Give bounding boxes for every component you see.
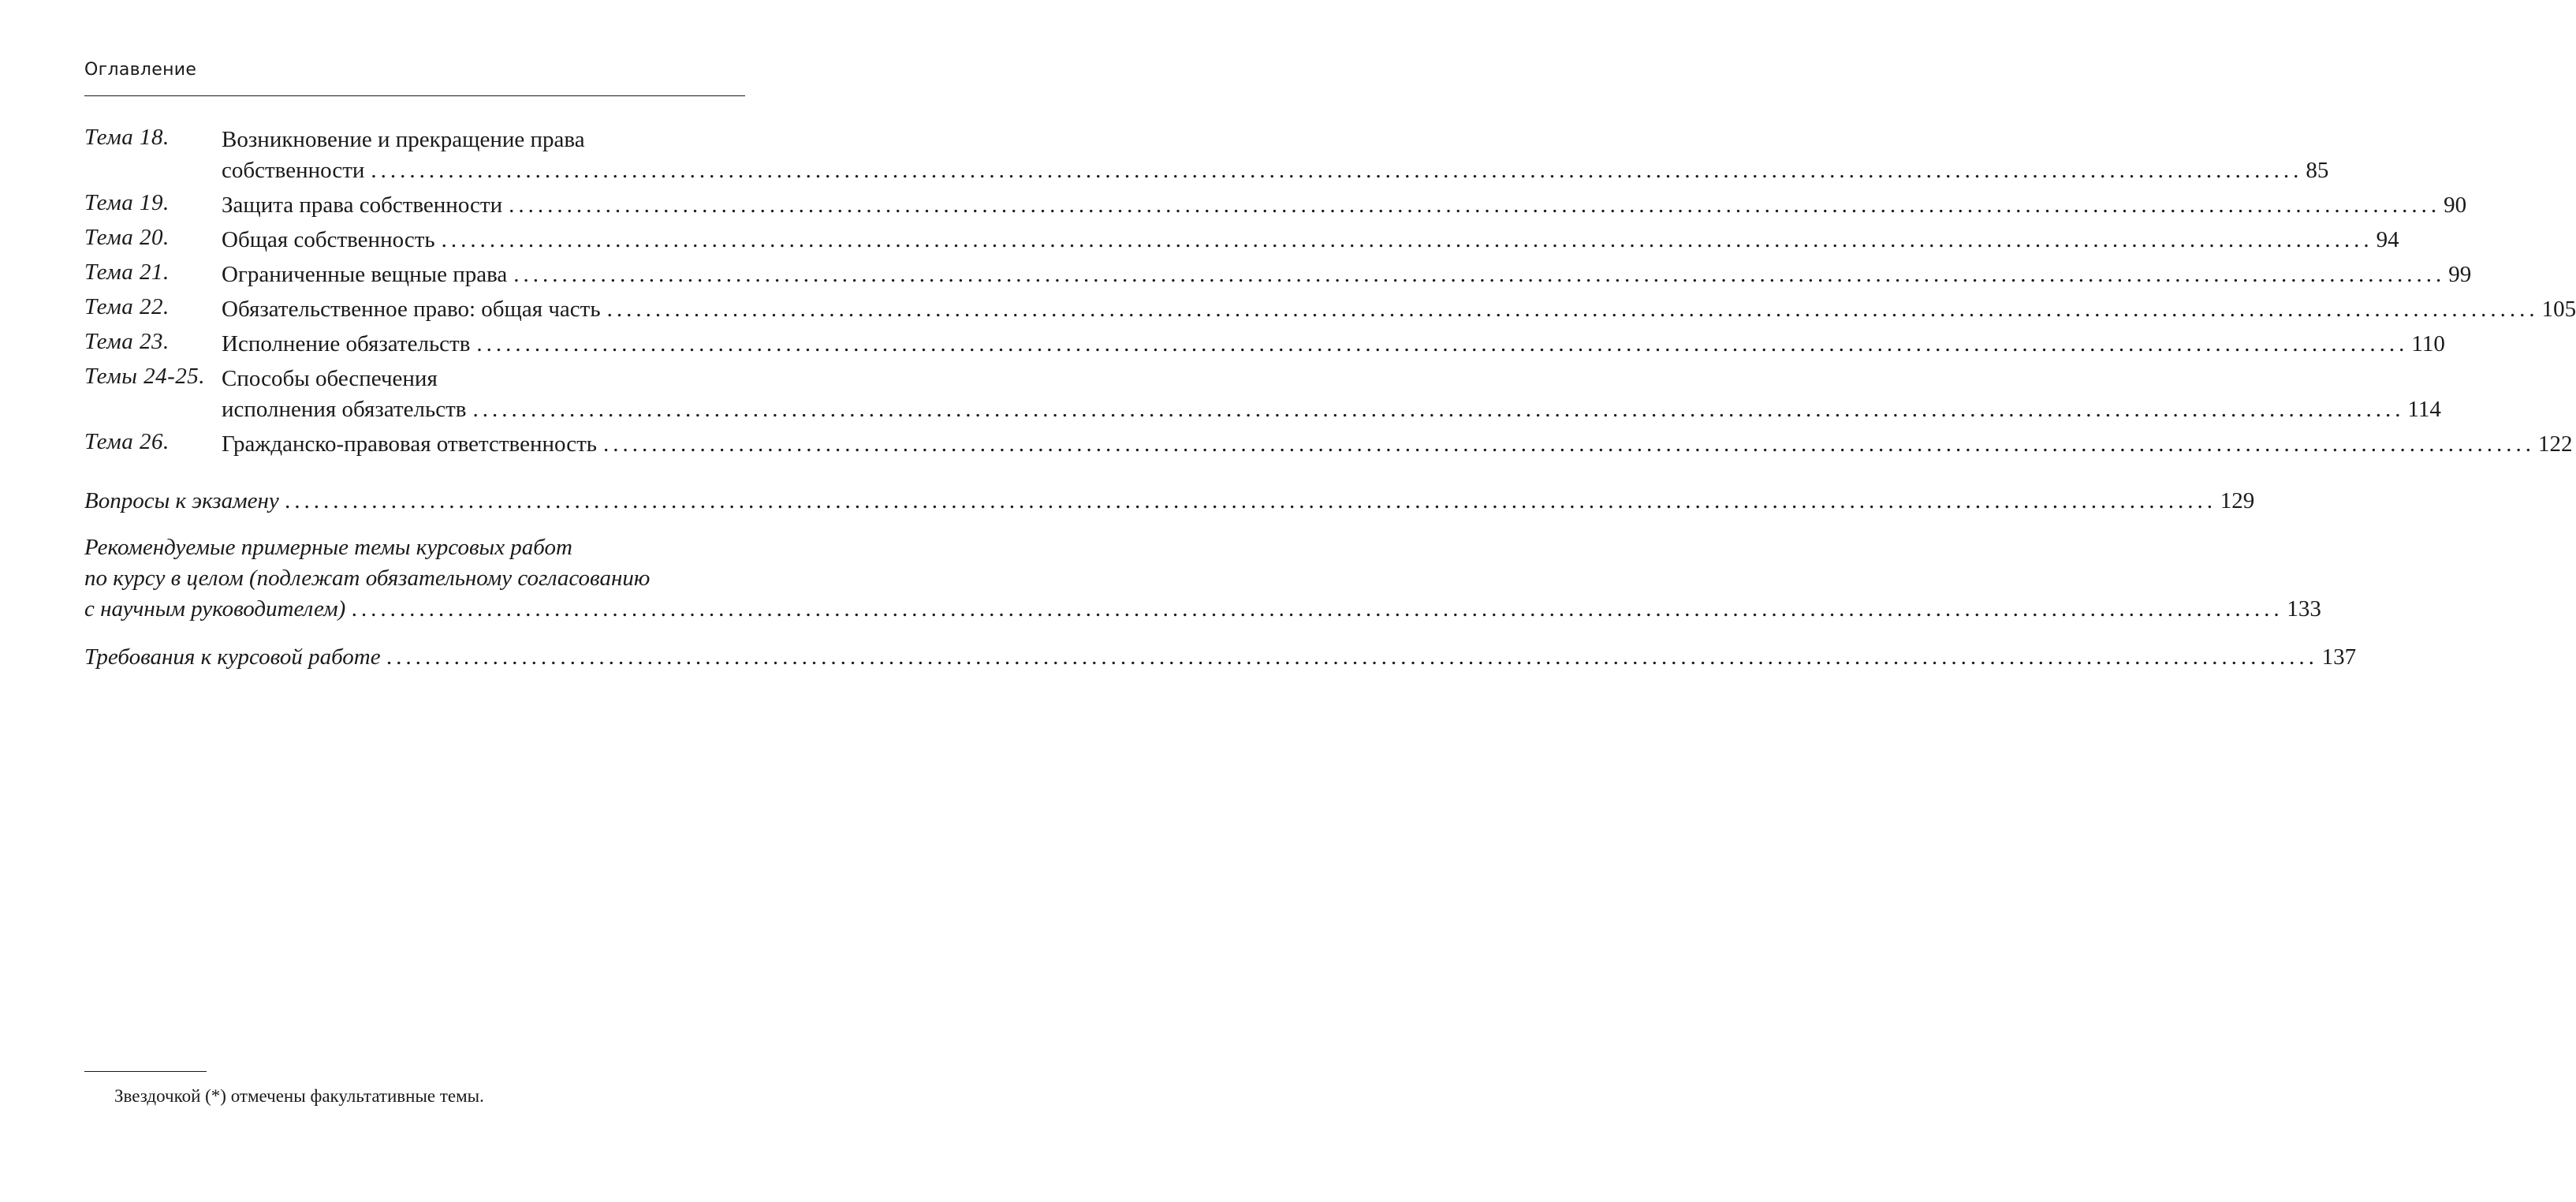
section-title: с научным руководителем) (84, 596, 346, 622)
topic-title: Общая собственность (222, 227, 435, 252)
dot-leader: ........................................................................................................................................................................................................ (441, 227, 2373, 252)
topic-title: Ограниченные вещные права (222, 262, 508, 287)
footnote-rule (84, 1071, 207, 1072)
section-title: Требования к курсовой работе (84, 644, 381, 670)
topic-title: Защита права собственности (222, 192, 503, 218)
topic-title: собственности (222, 158, 365, 183)
running-title: Оглавление (84, 60, 197, 80)
toc-entry-topic-18[interactable] (84, 125, 2329, 186)
dot-leader: ........................................................................................................................................................................................................ (509, 192, 2441, 218)
dot-leader: ........................................................................................................................................................................................................ (371, 158, 2303, 183)
section-title: Вопросы к экзамену (84, 488, 279, 513)
page-number: 133 (2287, 596, 2321, 622)
topic-number: Тема 23. (84, 329, 170, 354)
toc-entry-topic-23[interactable] (84, 329, 2445, 360)
table-of-contents (84, 125, 2576, 673)
section-title: по курсу в целом (подлежат обязательному согласованию (84, 566, 651, 591)
page-number: 94 (2376, 227, 2399, 252)
toc-entry-topic-26[interactable] (84, 429, 2573, 460)
topic-number: Тема 18. (84, 125, 170, 150)
dot-leader: ........................................................................................................................................................................................................ (476, 331, 2409, 356)
page-number: 114 (2407, 397, 2441, 422)
toc-entry-topic-24-25[interactable] (84, 364, 2441, 425)
dot-leader: ........................................................................................................................................................................................................ (352, 596, 2284, 622)
toc-entry-topic-21[interactable] (84, 259, 2472, 290)
dot-leader: ........................................................................................................................................................................................................ (386, 644, 2319, 670)
page-number: 85 (2306, 158, 2329, 183)
page-number: 129 (2220, 488, 2255, 513)
dot-leader: ........................................................................................................................................................................................................ (285, 488, 2217, 513)
topic-number: Тема 20. (84, 225, 170, 250)
dot-leader: ........................................................................................................................................................................................................ (602, 431, 2535, 457)
topic-title: Возникновение и прекращение права (222, 127, 585, 152)
toc-entry-coursework-requirements[interactable] (84, 642, 2357, 673)
toc-entry-exam-questions[interactable] (84, 486, 2255, 517)
page-number: 90 (2444, 192, 2467, 218)
toc-entry-coursework-topics[interactable] (84, 532, 2321, 625)
page-number: 105 (2541, 297, 2576, 322)
section-title: Рекомендуемые примерные темы курсовых работ (84, 535, 572, 560)
topic-number: Тема 21. (84, 259, 170, 285)
dot-leader: ........................................................................................................................................................................................................ (606, 297, 2539, 322)
topic-number: Тема 22. (84, 294, 170, 319)
topic-title: Гражданско-правовая ответственность (222, 431, 597, 457)
topic-title: исполнения обязательств (222, 397, 467, 422)
page-number: 110 (2411, 331, 2445, 356)
page-number: 99 (2448, 262, 2472, 287)
topic-number: Тема 19. (84, 190, 170, 215)
topic-number: Темы 24-25. (84, 364, 206, 389)
dot-leader: ........................................................................................................................................................................................................ (513, 262, 2446, 287)
page-number: 122 (2537, 431, 2573, 457)
toc-entry-topic-20[interactable] (84, 225, 2399, 256)
topic-number: Тема 26. (84, 429, 170, 454)
topic-title: Обязательственное право: общая часть (222, 297, 601, 322)
toc-entry-topic-19[interactable] (84, 190, 2467, 221)
toc-entry-topic-22[interactable] (84, 294, 2576, 325)
dot-leader: ........................................................................................................................................................................................................ (472, 397, 2405, 422)
footnote: Звездочкой (*) отмечены факультативные темы. (114, 1086, 484, 1106)
topic-title: Исполнение обязательств (222, 331, 471, 356)
page-number: 137 (2321, 644, 2357, 670)
header-rule (84, 95, 745, 96)
topic-title: Способы обеспечения (222, 366, 438, 391)
